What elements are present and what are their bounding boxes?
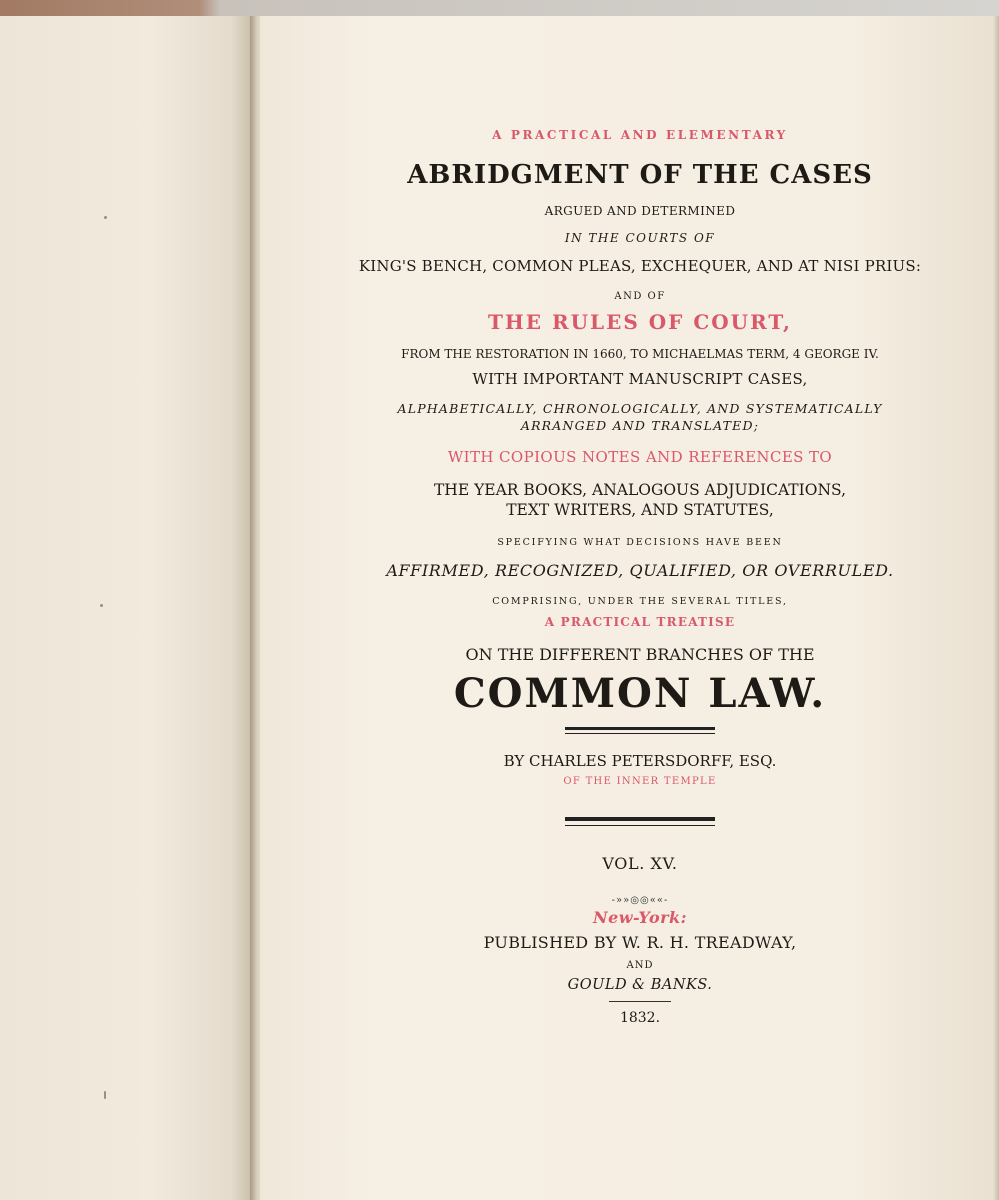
comprising-line: COMPRISING, UNDER THE SEVERAL TITLES, [492, 596, 788, 607]
paper-speck [104, 216, 107, 219]
co-publisher-line: GOULD & BANKS. [567, 977, 713, 993]
year-books-line-2: TEXT WRITERS, AND STATUTES, [506, 501, 774, 519]
common-law-title: COMMON LAW. [453, 670, 827, 717]
argued-line: ARGUED AND DETERMINED [544, 204, 736, 218]
arrangement-line-2: ARRANGED AND TRANSLATED; [520, 418, 760, 433]
affirmed-line: AFFIRMED, RECOGNIZED, QUALIFIED, OR OVERRULED. [386, 561, 894, 580]
courts-list-line: KING'S BENCH, COMMON PLEAS, EXCHEQUER, AND AT NISI PRIUS: [358, 257, 922, 275]
paper-speck [100, 604, 103, 607]
courts-line: IN THE COURTS OF [564, 231, 716, 245]
manuscript-cases-line: WITH IMPORTANT MANUSCRIPT CASES, [472, 370, 808, 388]
publication-year: 1832. [619, 1010, 661, 1026]
rules-of-court-line: THE RULES OF COURT, [487, 310, 793, 334]
and-of-line: AND OF [614, 291, 666, 302]
double-rule-divider [565, 727, 715, 734]
title-page-text [290, 110, 990, 1026]
practical-line: A PRACTICAL AND ELEMENTARY [492, 128, 788, 142]
specifying-line: SPECIFYING WHAT DECISIONS HAVE BEEN [497, 537, 783, 548]
left-blank-page [0, 16, 252, 1200]
main-title: ABRIDGMENT OF THE CASES [407, 160, 873, 190]
and-publisher-line: AND [626, 960, 654, 971]
volume-number: VOL. XV. [602, 854, 678, 873]
paper-speck [104, 1091, 106, 1099]
arrangement-line-1: ALPHABETICALLY, CHRONOLOGICALLY, AND SYSTEMATICALLY [397, 401, 883, 416]
thick-rule-divider [565, 817, 715, 826]
publisher-line: PUBLISHED BY W. R. H. TREADWAY, [483, 933, 797, 952]
different-branches-line: ON THE DIFFERENT BRANCHES OF THE [465, 645, 815, 664]
year-books-line-1: THE YEAR BOOKS, ANALOGOUS ADJUDICATIONS, [433, 481, 847, 499]
practical-treatise-line: A PRACTICAL TREATISE [544, 615, 736, 629]
author-line: BY CHARLES PETERSDORFF, ESQ. [503, 752, 777, 770]
thin-rule-divider [609, 1001, 671, 1002]
page-edge-shadow [993, 16, 999, 1200]
place-of-publication: New-York: [592, 908, 688, 927]
copious-notes-line: WITH COPIOUS NOTES AND REFERENCES TO [447, 448, 833, 466]
inner-temple-line: OF THE INNER TEMPLE [563, 776, 717, 787]
ornament-icon: -»»◎◎««- [611, 895, 669, 906]
date-range-line: FROM THE RESTORATION IN 1660, TO MICHAELMAS TERM, 4 GEORGE IV. [401, 347, 879, 361]
